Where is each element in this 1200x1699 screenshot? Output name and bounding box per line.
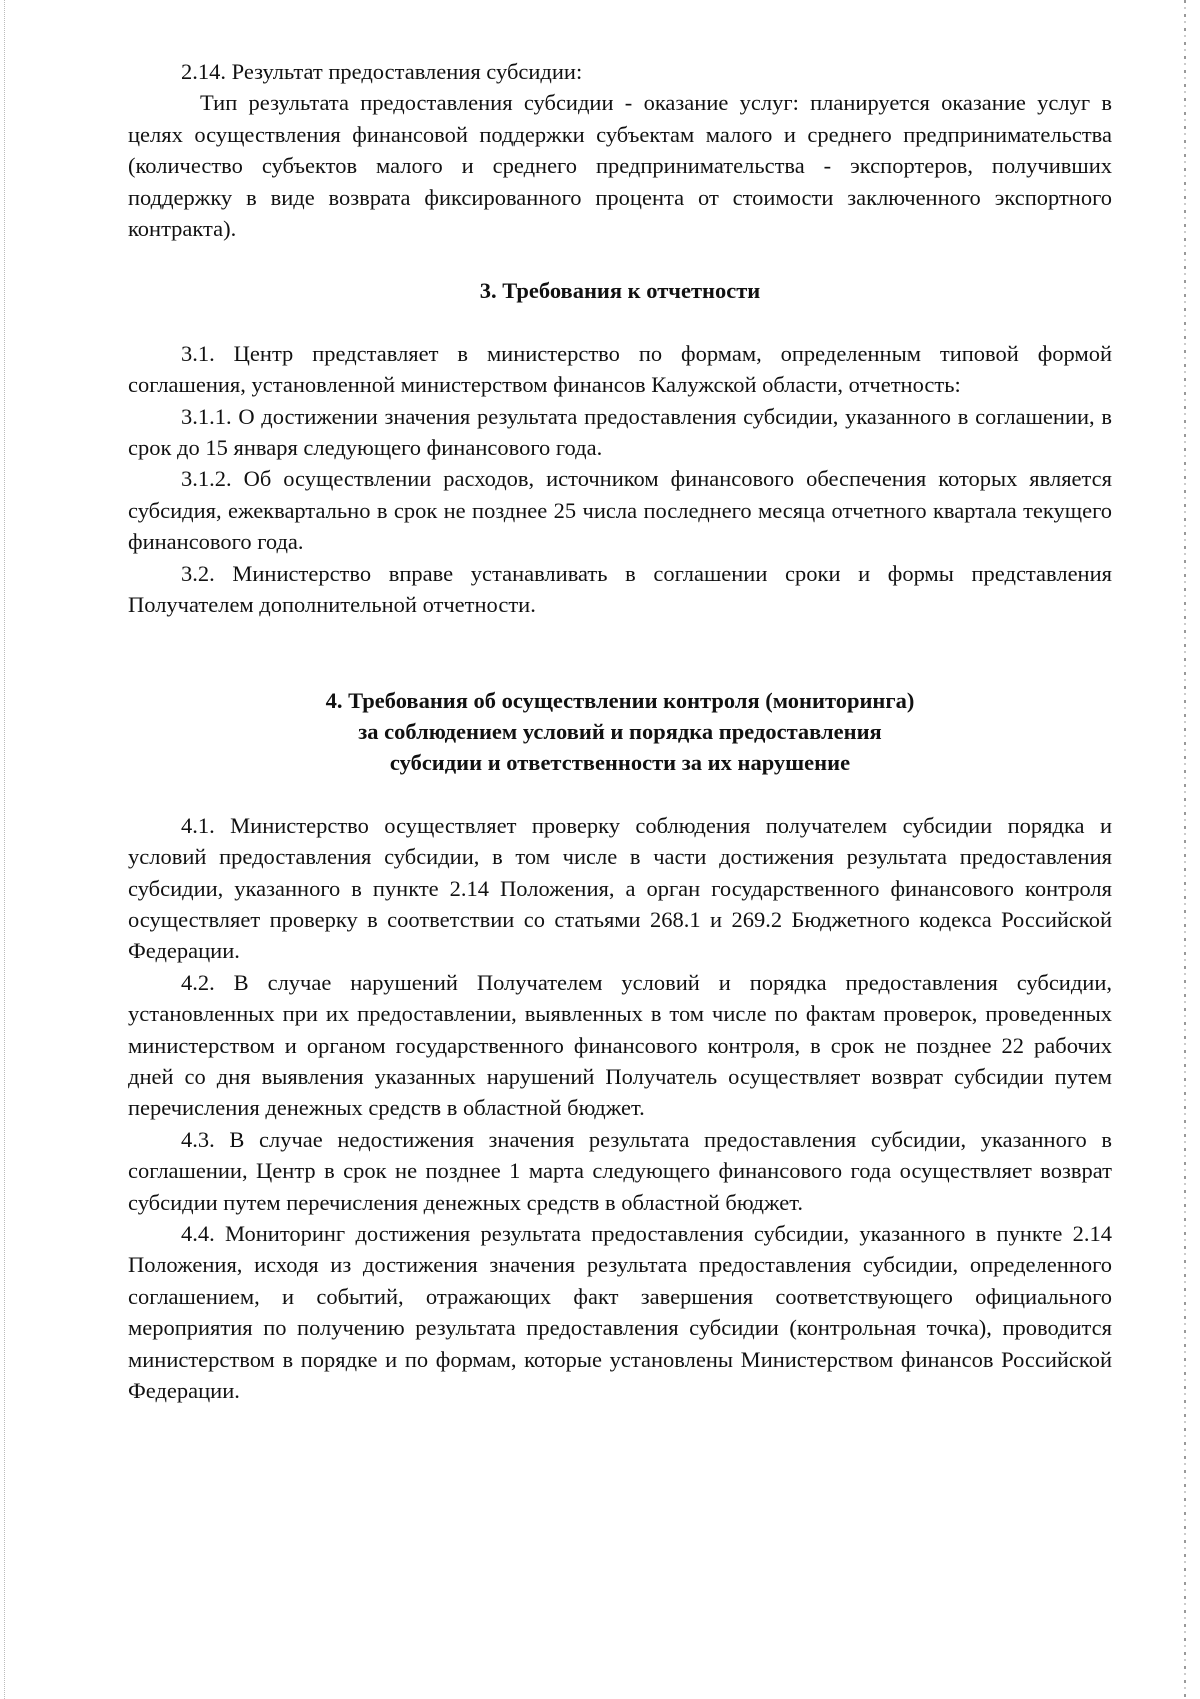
section-3-title: 3. Требования к отчетности	[479, 278, 761, 304]
paragraph-4-2: 4.2. В случае нарушений Получателем условий и порядка предоставления субсидии, установленных при их предоставлении, выявленных в том числе по фактам проверок, проведенных министерством и органом государственного финансового контроля, в срок не позднее 22 рабочих дней со дня выявления указанных нарушений Получатель осуществляет возврат субсидии путем перечисления денежных средств в областной бюджет.	[128, 969, 1112, 1121]
section-2-14-heading: 2.14. Результат предоставления субсидии:	[181, 59, 583, 84]
paragraph-3-1-1: 3.1.1. О достижении значения результата предоставления субсидии, указанного в соглашении, в срок до 15 января следующего финансового года.	[128, 403, 1112, 461]
paragraph-4-3: 4.3. В случае недостижения значения результата предоставления субсидии, указанного в соглашении, Центр в срок не позднее 1 марта следующего финансового года осуществляет возврат субсидии путем перечисления денежных средств в областной бюджет.	[128, 1126, 1112, 1215]
paragraph-4-4: 4.4. Мониторинг достижения результата предоставления субсидии, указанного в пункте 2.14 Положения, исходя из достижения значения результата предоставления субсидии, определенного соглашением, и событий, отражающих факт завершения соответствующего официального мероприятия по получению результата предоставления субсидии (контрольная точка), проводится министерством в порядке и по формам, которые установлены Министерством финансов Российской Федерации.	[128, 1221, 1112, 1404]
scan-edge-right	[1184, 0, 1186, 1699]
paragraph-3-1-2: 3.1.2. Об осуществлении расходов, источником финансового обеспечения которых является субсидия, ежеквартально в срок не позднее 25 числа последнего месяца отчетного квартала текущего финансового года.	[128, 466, 1112, 555]
section-2-14-text: Тип результата предоставления субсидии - оказание услуг: планируется оказание услуг в целях осуществления финансовой поддержки субъектам малого и среднего предпринимательства (количество субъектов малого и среднего предпринимательства - экспортеров, получивших поддержку в виде возврата фиксированного процента от стоимости заключенного экспортного контракта).	[128, 90, 1112, 242]
paragraph-3-1: 3.1. Центр представляет в министерство по формам, определенным типовой формой соглашения, установленной министерством финансов Калужской области, отчетность:	[128, 340, 1112, 398]
section-4-title-line-3: субсидии и ответственности за их нарушение	[389, 750, 851, 776]
scan-edge-left	[4, 0, 6, 1699]
paragraph-4-1: 4.1. Министерство осуществляет проверку соблюдения получателем субсидии порядка и условий предоставления субсидии, в том числе в части достижения результата предоставления субсидии, указанного в пункте 2.14 Положения, а орган государственного финансового контроля осуществляет проверку в соответствии со статьями 268.1 и 269.2 Бюджетного кодекса Российской Федерации.	[128, 812, 1112, 964]
section-4-title-line-2: за соблюдением условий и порядка предоставления	[358, 718, 882, 744]
paragraph-3-2: 3.2. Министерство вправе устанавливать в соглашении сроки и формы представления Получателем дополнительной отчетности.	[128, 560, 1112, 618]
document-body	[128, 56, 1112, 1406]
section-4-title-line-1: 4. Требования об осуществлении контроля (мониторинга)	[325, 687, 915, 713]
section-4-title	[128, 685, 1112, 779]
